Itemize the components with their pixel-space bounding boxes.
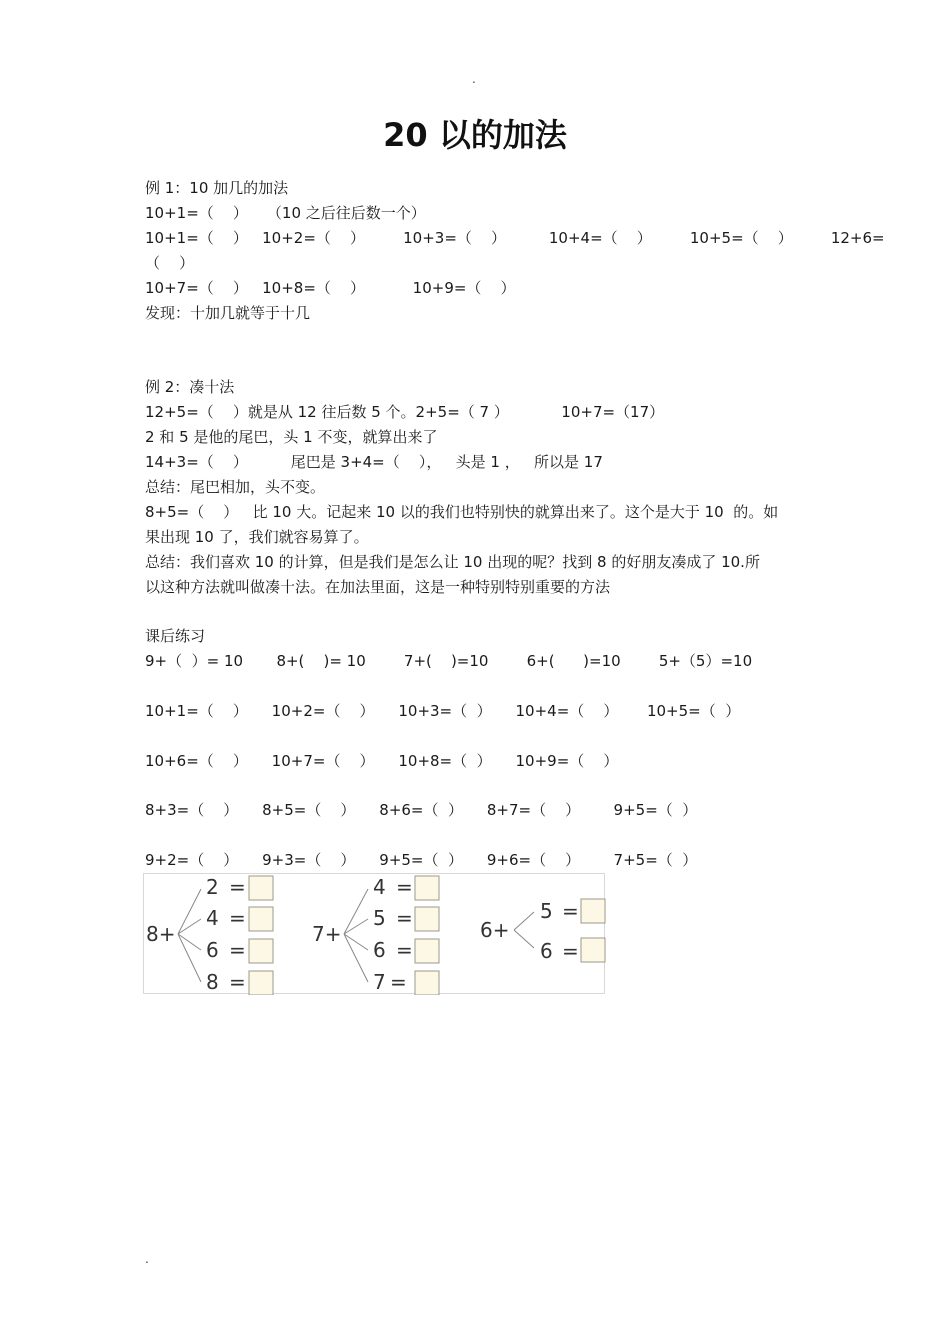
practice-row: 10+1=（ ） 10+2=（ ） 10+3=（ ） 10+4=（ ） 10+5=（ ） (145, 702, 741, 720)
fan-addend: 8 (206, 970, 219, 994)
fan-equals: = (562, 939, 579, 963)
fan-equals: = (229, 906, 246, 930)
fan-base-label: 6+ (480, 918, 510, 942)
fan-branches (344, 889, 368, 982)
fan-equals: = (396, 875, 413, 899)
fan-addend: 5 (540, 899, 553, 923)
answer-box[interactable] (581, 938, 605, 962)
example1-line: 10+7=（ ） 10+8=（ ） 10+9=（ ） (145, 279, 516, 297)
fan-equals: = (229, 938, 246, 962)
example2-line: 14+3=（ ） 尾巴是 3+4=（ ）， 头是 1 ， 所以是 17 (145, 453, 603, 471)
answer-box[interactable] (249, 876, 273, 900)
example2-line: 果出现 10 了，我们就容易算了。 (145, 528, 369, 546)
answer-box[interactable] (415, 876, 439, 900)
answer-box[interactable] (249, 971, 273, 995)
example2-heading: 例 2：凑十法 (145, 378, 235, 396)
example1-line: （ ） (145, 254, 195, 272)
fan-addend: 6 (373, 938, 386, 962)
answer-box[interactable] (581, 899, 605, 923)
answer-box[interactable] (249, 939, 273, 963)
practice-row: 9+2=（ ） 9+3=（ ） 9+5=（ ） 9+6=（ ） 7+5=（ ） (145, 851, 698, 869)
fan-branches (514, 912, 534, 948)
fan-addend: 5 (373, 906, 386, 930)
example2-line: 12+5=（ ）就是从 12 往后数 5 个。2+5=（ 7 ） 10+7=（17） (145, 403, 665, 421)
fan-branches (178, 889, 201, 982)
answer-box[interactable] (415, 971, 439, 995)
fan-addend: 4 (206, 906, 219, 930)
answer-box[interactable] (415, 907, 439, 931)
fan-addend: 7 (373, 970, 386, 994)
fan-equals: = (562, 899, 579, 923)
footer-dot: . (145, 1252, 149, 1266)
example1-line: 10+1=（ ） （10 之后往后数一个） (145, 204, 426, 222)
example2-summary: 总结：尾巴相加，头不变。 (145, 478, 326, 496)
fan-equals: = (390, 970, 407, 994)
example2-summary: 以这种方法就叫做凑十法。在加法里面，这是一种特别特别重要的方法 (145, 578, 611, 596)
practice-heading: 课后练习 (145, 627, 206, 645)
page-title: 20 以的加法 (383, 116, 567, 154)
fan-equals: = (229, 970, 246, 994)
example1-line: 10+1=（ ） 10+2=（ ） 10+3=（ ） 10+4=（ ） 10+5=（ ） 12+6= (145, 229, 885, 247)
fan-addend: 6 (206, 938, 219, 962)
addition-fan-svg (144, 874, 606, 995)
fan-addend: 2 (206, 875, 219, 899)
fan-equals: = (396, 906, 413, 930)
fan-addend: 4 (373, 875, 386, 899)
fan-equals: = (396, 938, 413, 962)
practice-row: 10+6=（ ） 10+7=（ ） 10+8=（ ） 10+9=（ ） (145, 752, 619, 770)
example1-heading: 例 1：10 加几的加法 (145, 179, 289, 197)
addition-fan-figure (143, 873, 605, 994)
example2-line: 2 和 5 是他的尾巴，头 1 不变，就算出来了 (145, 428, 438, 446)
example2-line: 8+5=（ ） 比 10 大。记起来 10 以的我们也特别快的就算出来了。这个是大于 10 的。如 (145, 503, 779, 521)
example1-finding: 发现：十加几就等于十几 (145, 304, 311, 322)
practice-row: 9+（ ）= 10 8+( )= 10 7+( )=10 6+( )=10 5+（5）=10 (145, 652, 753, 670)
fan-equals: = (229, 875, 246, 899)
header-dot: . (472, 72, 476, 86)
fan-base-label: 7+ (312, 922, 342, 946)
example2-summary: 总结：我们喜欢 10 的计算，但是我们是怎么让 10 出现的呢？找到 8 的好朋友凑成了 10.所 (145, 553, 760, 571)
answer-box[interactable] (415, 939, 439, 963)
answer-box[interactable] (249, 907, 273, 931)
practice-row: 8+3=（ ） 8+5=（ ） 8+6=（ ） 8+7=（ ） 9+5=（ ） (145, 801, 698, 819)
fan-addend: 6 (540, 939, 553, 963)
fan-base-label: 8+ (146, 922, 176, 946)
